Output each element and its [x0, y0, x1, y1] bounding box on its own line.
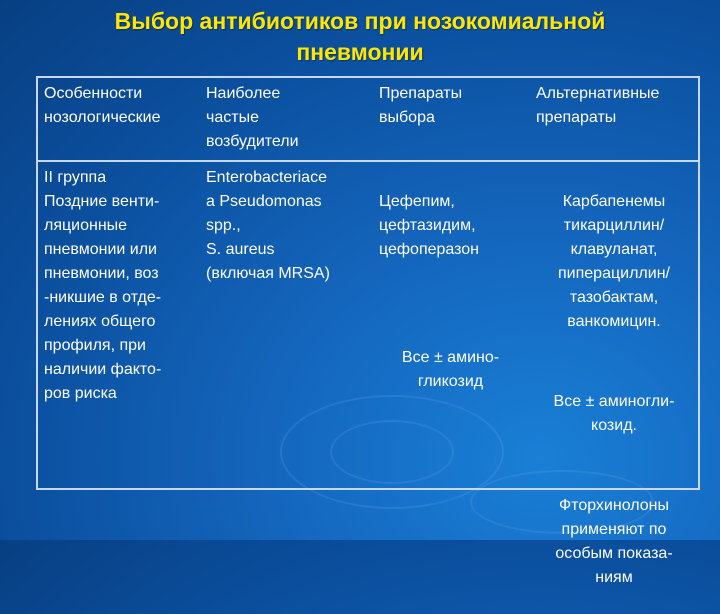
header-cell-drugs: Препараты выбора [373, 78, 528, 162]
drugs-extra-text: Все ± амино- гликозид [401, 349, 500, 390]
slide-title-line-1: Выбор антибиотиков при нозокомиальной [114, 8, 606, 34]
cell-group-description: II группа Поздние венти- ляционные пневмонии или пневмонии, воз -никшие в отде- лениях общего профиля, при наличии факто- ров риска [44, 169, 162, 402]
alternatives-extra-text: Все ± аминогли- козид. [553, 393, 675, 434]
slide-title-line-2: пневмонии [296, 39, 424, 65]
alternatives-note-text: Фторхинолоны применяют по особым показа- ниям [555, 497, 673, 586]
cell-pathogens: Enterobacteriace a Pseudomonas spp., S. aureus (включая MRSA) [206, 169, 330, 282]
cell-drugs [373, 162, 528, 614]
header-cell-pathogens: Наиболее частые возбудители [200, 78, 373, 162]
slide-title [30, 6, 690, 68]
alternatives-main-text: Карбапенемы тикарциллин/ клавуланат, пиперациллин/ тазобактам, ванкомицин. [558, 193, 670, 330]
antibiotics-table [36, 76, 700, 586]
cell-alternatives [528, 162, 698, 614]
header-cell-alternatives: Альтернативные препараты [528, 78, 698, 162]
header-cell-features: Особенности нозологические [38, 78, 200, 162]
drugs-main-text: Цефепим, цефтазидим, цефоперазон [379, 193, 480, 258]
